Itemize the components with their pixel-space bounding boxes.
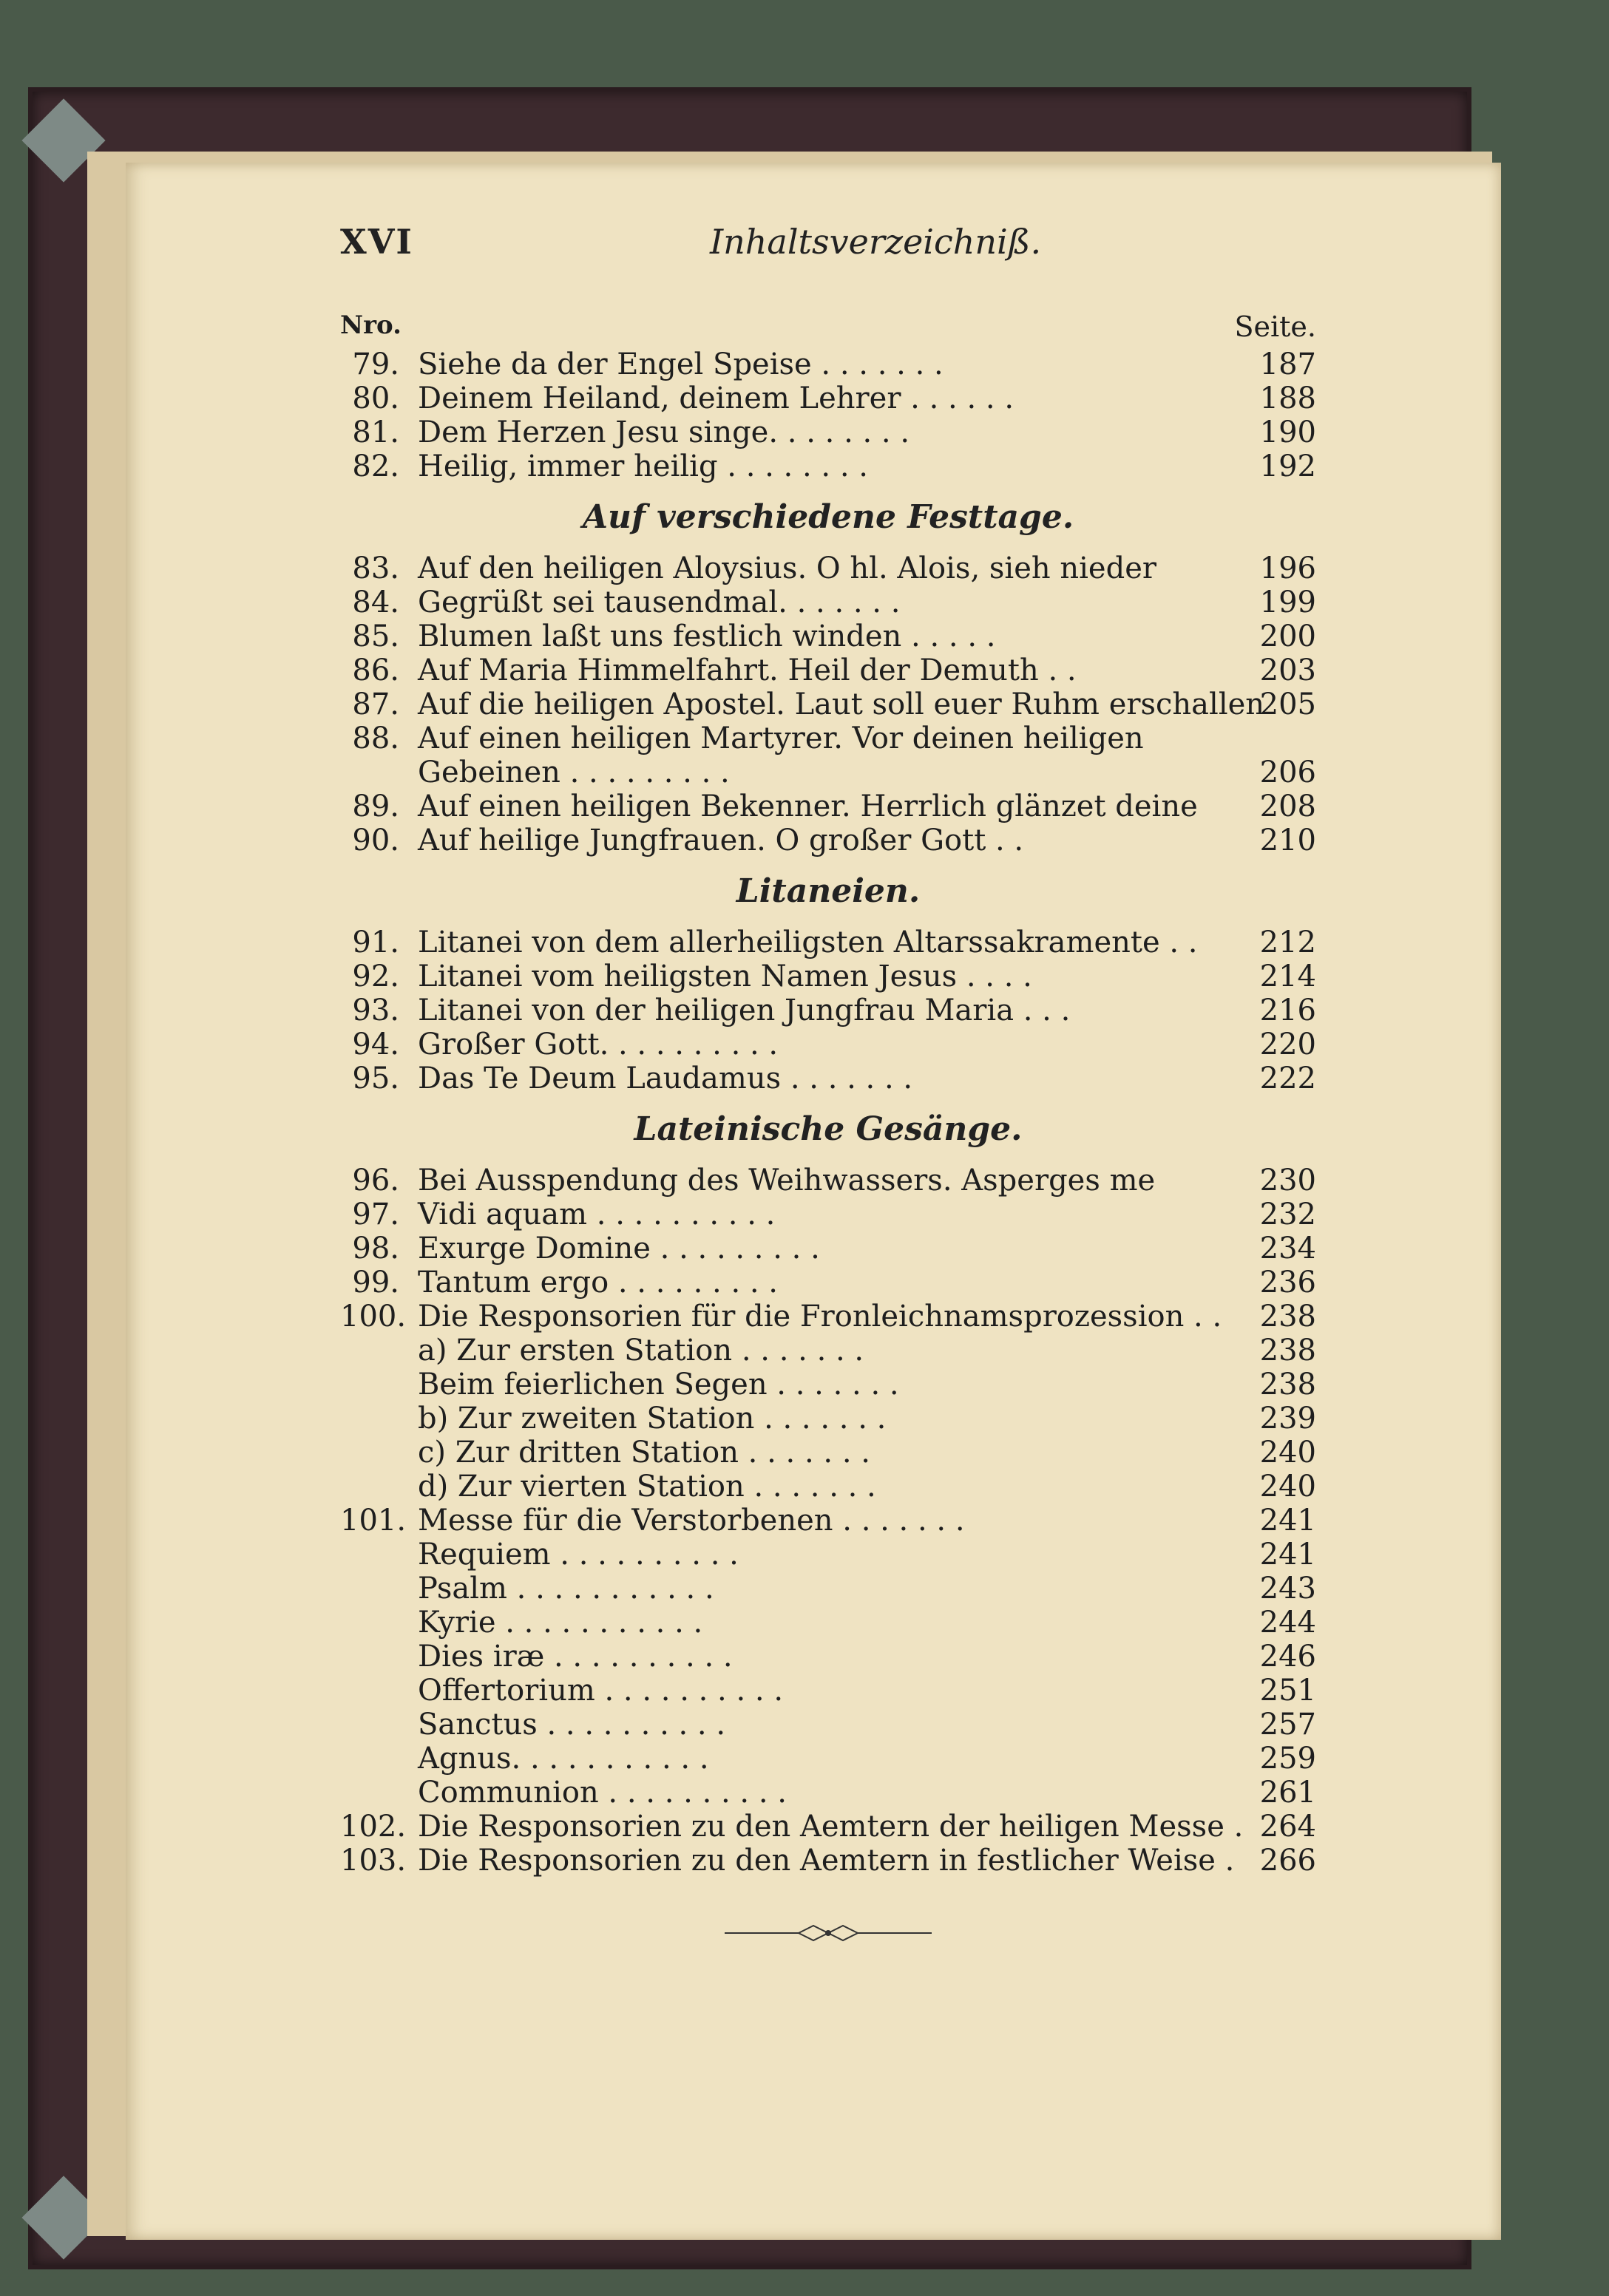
entry-page: 188 bbox=[1259, 381, 1316, 415]
page-header bbox=[340, 222, 1338, 274]
toc-entry bbox=[340, 1402, 1316, 1436]
entry-number: 86. bbox=[352, 653, 399, 687]
toc-entry bbox=[340, 925, 1316, 960]
toc-entry bbox=[340, 653, 1316, 687]
entry-title: Die Responsorien für die Fronleichnamsprozession . . bbox=[418, 1300, 1222, 1334]
toc-entry bbox=[340, 1708, 1316, 1742]
entry-page: 187 bbox=[1259, 347, 1316, 381]
entry-page: 261 bbox=[1259, 1776, 1316, 1810]
entry-title: Exurge Domine . . . . . . . . . bbox=[418, 1232, 820, 1266]
entry-title: Die Responsorien zu den Aemtern in festlicher Weise . bbox=[418, 1844, 1235, 1878]
entry-page: 241 bbox=[1259, 1538, 1316, 1572]
entry-title: Siehe da der Engel Speise . . . . . . . bbox=[418, 347, 944, 381]
entry-title: Sanctus . . . . . . . . . . bbox=[418, 1708, 726, 1742]
entry-number: 79. bbox=[352, 347, 399, 381]
entry-number: 87. bbox=[352, 687, 399, 721]
entry-title: Auf die heiligen Apostel. Laut soll euer Ruhm erschallen bbox=[418, 687, 1265, 721]
entry-title: Auf einen heiligen Martyrer. Vor deinen heiligen bbox=[418, 721, 1144, 755]
entry-number: 96. bbox=[352, 1164, 399, 1198]
toc-entry bbox=[340, 1266, 1316, 1300]
entry-title: Agnus. . . . . . . . . . . bbox=[418, 1742, 709, 1776]
entry-title: a) Zur ersten Station . . . . . . . bbox=[418, 1334, 864, 1368]
entry-number: 91. bbox=[352, 925, 399, 960]
toc-entry bbox=[340, 1232, 1316, 1266]
entry-number: 82. bbox=[352, 449, 399, 483]
entry-number: 88. bbox=[352, 721, 399, 755]
entry-page: 230 bbox=[1259, 1164, 1316, 1198]
entry-page: 234 bbox=[1259, 1232, 1316, 1266]
entry-page: 205 bbox=[1259, 687, 1316, 721]
entry-title: Dies iræ . . . . . . . . . . bbox=[418, 1640, 733, 1674]
toc-entry bbox=[340, 347, 1316, 381]
section-heading: Lateinische Gesänge. bbox=[634, 1110, 1023, 1148]
entry-page: 199 bbox=[1259, 585, 1316, 619]
end-ornament bbox=[717, 1922, 939, 1944]
entry-title: c) Zur dritten Station . . . . . . . bbox=[418, 1436, 870, 1470]
entry-title: Requiem . . . . . . . . . . bbox=[418, 1538, 739, 1572]
toc-entry bbox=[340, 789, 1316, 823]
table-of-contents bbox=[340, 310, 1316, 1878]
entry-page: 244 bbox=[1259, 1606, 1316, 1640]
entry-title: Großer Gott. . . . . . . . . . bbox=[418, 1028, 779, 1062]
entry-title: d) Zur vierten Station . . . . . . . bbox=[418, 1470, 876, 1504]
entry-page: 222 bbox=[1259, 1062, 1316, 1096]
entry-title: Die Responsorien zu den Aemtern der heiligen Messe . bbox=[418, 1810, 1244, 1844]
number-column-header: Nro. bbox=[340, 310, 402, 340]
entry-title: Auf heilige Jungfrauen. O großer Gott . . bbox=[418, 823, 1024, 857]
entry-number: 93. bbox=[352, 994, 399, 1028]
section-heading: Auf verschiedene Festtage. bbox=[582, 498, 1074, 536]
entry-page: 212 bbox=[1259, 925, 1316, 960]
entry-page: 192 bbox=[1259, 449, 1316, 483]
entry-number: 84. bbox=[352, 585, 399, 619]
entry-title: Auf den heiligen Aloysius. O hl. Alois, sieh nieder bbox=[418, 551, 1156, 585]
toc-entry bbox=[340, 1470, 1316, 1504]
toc-entry bbox=[340, 1776, 1316, 1810]
toc-entry bbox=[340, 619, 1316, 653]
entry-page: 259 bbox=[1259, 1742, 1316, 1776]
page-number: XVI bbox=[340, 222, 413, 262]
toc-entry bbox=[340, 687, 1316, 721]
toc-entry bbox=[340, 1674, 1316, 1708]
entry-page: 238 bbox=[1259, 1334, 1316, 1368]
entry-page: 239 bbox=[1259, 1402, 1316, 1436]
entry-title: Auf einen heiligen Bekenner. Herrlich glänzet deine bbox=[418, 789, 1198, 823]
toc-entry bbox=[340, 721, 1316, 755]
entry-page: 240 bbox=[1259, 1436, 1316, 1470]
entry-title: Deinem Heiland, deinem Lehrer . . . . . . bbox=[418, 381, 1014, 415]
entry-number: 85. bbox=[352, 619, 399, 653]
page-column-header: Seite. bbox=[1234, 310, 1316, 343]
entry-title: Blumen laßt uns festlich winden . . . . . bbox=[418, 619, 996, 653]
toc-entry bbox=[340, 1640, 1316, 1674]
toc-entry bbox=[340, 1436, 1316, 1470]
entry-number: 103. bbox=[340, 1844, 407, 1878]
entry-page: 241 bbox=[1259, 1504, 1316, 1538]
toc-entry bbox=[340, 755, 1316, 789]
entry-page: 220 bbox=[1259, 1028, 1316, 1062]
toc-entry bbox=[340, 1844, 1316, 1878]
entry-page: 236 bbox=[1259, 1266, 1316, 1300]
entry-page: 243 bbox=[1259, 1572, 1316, 1606]
entry-title: Psalm . . . . . . . . . . . bbox=[418, 1572, 714, 1606]
entry-page: 190 bbox=[1259, 415, 1316, 449]
toc-entry bbox=[340, 585, 1316, 619]
entry-number: 89. bbox=[352, 789, 399, 823]
entry-number: 95. bbox=[352, 1062, 399, 1096]
entry-title: Dem Herzen Jesu singe. . . . . . . . bbox=[418, 415, 910, 449]
toc-entry bbox=[340, 1810, 1316, 1844]
entry-number: 94. bbox=[352, 1028, 399, 1062]
entry-number: 81. bbox=[352, 415, 399, 449]
toc-entry bbox=[340, 994, 1316, 1028]
entry-title: Messe für die Verstorbenen . . . . . . . bbox=[418, 1504, 965, 1538]
entry-page: 208 bbox=[1259, 789, 1316, 823]
toc-entry bbox=[340, 415, 1316, 449]
entry-title: b) Zur zweiten Station . . . . . . . bbox=[418, 1402, 887, 1436]
toc-entries bbox=[340, 347, 1316, 1878]
entry-title: Bei Ausspendung des Weihwassers. Asperges me bbox=[418, 1164, 1156, 1198]
entry-number: 92. bbox=[352, 960, 399, 994]
entry-page: 196 bbox=[1259, 551, 1316, 585]
entry-page: 216 bbox=[1259, 994, 1316, 1028]
entry-page: 240 bbox=[1259, 1470, 1316, 1504]
entry-page: 266 bbox=[1259, 1844, 1316, 1878]
entry-title: Gegrüßt sei tausendmal. . . . . . . bbox=[418, 585, 901, 619]
entry-number: 97. bbox=[352, 1198, 399, 1232]
entry-page: 264 bbox=[1259, 1810, 1316, 1844]
entry-title: Litanei vom heiligsten Namen Jesus . . . . bbox=[418, 960, 1032, 994]
entry-title: Heilig, immer heilig . . . . . . . . bbox=[418, 449, 868, 483]
toc-entry bbox=[340, 551, 1316, 585]
toc-entry bbox=[340, 1300, 1316, 1334]
toc-entry bbox=[340, 1198, 1316, 1232]
entry-number: 100. bbox=[340, 1300, 407, 1334]
toc-entry bbox=[340, 960, 1316, 994]
entry-number: 102. bbox=[340, 1810, 407, 1844]
section-heading: Litaneien. bbox=[736, 872, 921, 910]
entry-page: 257 bbox=[1259, 1708, 1316, 1742]
entry-number: 83. bbox=[352, 551, 399, 585]
entry-title: Vidi aquam . . . . . . . . . . bbox=[418, 1198, 776, 1232]
entry-title: Auf Maria Himmelfahrt. Heil der Demuth . . bbox=[418, 653, 1077, 687]
entry-number: 101. bbox=[340, 1504, 407, 1538]
toc-entry bbox=[340, 823, 1316, 857]
entry-page: 214 bbox=[1259, 960, 1316, 994]
entry-page: 210 bbox=[1259, 823, 1316, 857]
entry-title: Litanei von der heiligen Jungfrau Maria . . . bbox=[418, 994, 1071, 1028]
entry-title: Gebeinen . . . . . . . . . bbox=[418, 755, 730, 789]
entry-title: Beim feierlichen Segen . . . . . . . bbox=[418, 1368, 899, 1402]
entry-number: 99. bbox=[352, 1266, 399, 1300]
entry-title: Communion . . . . . . . . . . bbox=[418, 1776, 787, 1810]
toc-entry bbox=[340, 1164, 1316, 1198]
entry-page: 203 bbox=[1259, 653, 1316, 687]
entry-number: 98. bbox=[352, 1232, 399, 1266]
entry-page: 238 bbox=[1259, 1368, 1316, 1402]
toc-entry bbox=[340, 1504, 1316, 1538]
entry-page: 238 bbox=[1259, 1300, 1316, 1334]
entry-number: 80. bbox=[352, 381, 399, 415]
toc-entry bbox=[340, 1028, 1316, 1062]
entry-title: Litanei von dem allerheiligsten Altarssakramente . . bbox=[418, 925, 1198, 960]
toc-entry bbox=[340, 1334, 1316, 1368]
toc-entry bbox=[340, 1538, 1316, 1572]
entry-title: Offertorium . . . . . . . . . . bbox=[418, 1674, 784, 1708]
page-title: Inhaltsverzeichniß. bbox=[710, 222, 1042, 262]
toc-entry bbox=[340, 1606, 1316, 1640]
entry-page: 200 bbox=[1259, 619, 1316, 653]
entry-number: 90. bbox=[352, 823, 399, 857]
toc-entry bbox=[340, 1368, 1316, 1402]
entry-page: 232 bbox=[1259, 1198, 1316, 1232]
entry-page: 246 bbox=[1259, 1640, 1316, 1674]
entry-title: Kyrie . . . . . . . . . . . bbox=[418, 1606, 703, 1640]
column-headers bbox=[340, 310, 1316, 347]
entry-title: Das Te Deum Laudamus . . . . . . . bbox=[418, 1062, 913, 1096]
toc-entry bbox=[340, 1062, 1316, 1096]
toc-entry bbox=[340, 381, 1316, 415]
toc-entry bbox=[340, 1572, 1316, 1606]
entry-page: 206 bbox=[1259, 755, 1316, 789]
toc-entry bbox=[340, 1742, 1316, 1776]
entry-page: 251 bbox=[1259, 1674, 1316, 1708]
entry-title: Tantum ergo . . . . . . . . . bbox=[418, 1266, 779, 1300]
toc-entry bbox=[340, 449, 1316, 483]
